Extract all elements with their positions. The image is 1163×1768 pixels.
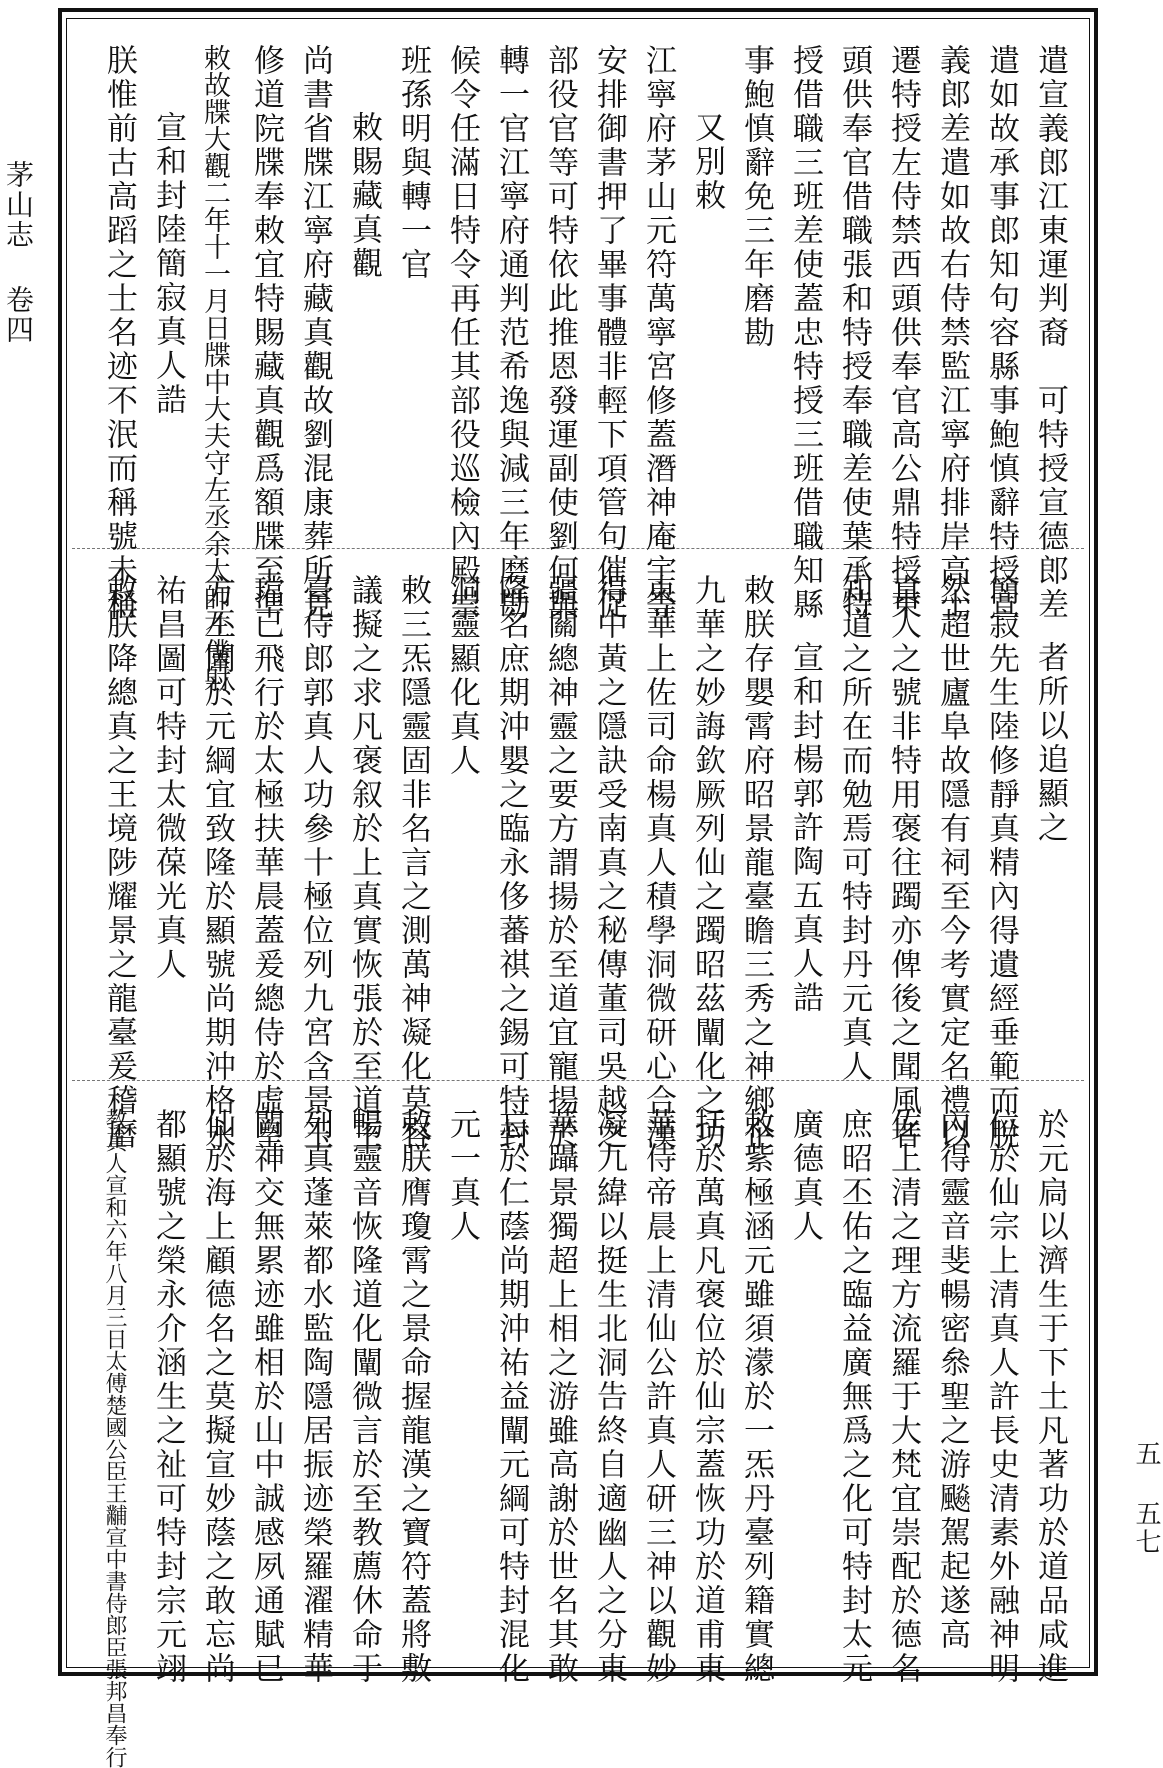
- text-column: 元一真人: [444, 1108, 480, 1244]
- text-column: 疆關總神靈之要方謂揚於至道宜寵揚於: [542, 574, 578, 1152]
- text-column: 教真人宣和六年八月三日太傅楚國公臣王黼宣中書侍郎臣張邦昌奉行: [102, 1108, 127, 1768]
- text-column: 內得靈音斐暢密叅聖之游飈駕起遂高: [934, 1108, 970, 1652]
- text-column: 江寧府茅山元符萬寧宮修蓋潛神庵宇等: [640, 44, 676, 622]
- text-column: 宣和封楊郭許陶五真人誥: [787, 641, 823, 1015]
- text-column: 修道院牒奉敕宜特賜藏真觀爲額牒至準: [248, 44, 284, 622]
- text-column: 然超世廬阜故隱有祠至今考實定名禮以: [934, 574, 970, 1152]
- text-column: 尚書省牒江寧府藏真觀故劉混康葬所見: [297, 44, 333, 622]
- text-column: 候令任滿日特令再任其部役巡檢內殿崇: [444, 44, 480, 622]
- text-column: 都顯號之榮永介涵生之祉可特封宗元翊: [150, 1108, 186, 1686]
- page-number: 五 五七: [1131, 1440, 1161, 1556]
- text-column: 真人之號非特用褒往躅亦俾後之聞風者: [885, 574, 921, 1152]
- text-column: 者所以追顯之: [1032, 641, 1068, 845]
- text-column: 部役官等可特依此推恩發運副使劉何與: [542, 44, 578, 622]
- text-column: 仙於海上顧德名之莫擬宣妙蔭之敢忘尚: [199, 1108, 235, 1686]
- text-column: 臺侍郎郭真人功參十極位列九宮含景玉: [297, 574, 333, 1152]
- text-column: 敕朕膺瓊霄之景命握龍漢之寶符蓋將敷: [395, 1108, 431, 1686]
- text-column: 凝九緯以挺生北洞告終自適幽人之分東: [591, 1108, 627, 1686]
- text-column: 列真蓬萊都水監陶隱居振迹榮羅濯精華: [297, 1108, 333, 1686]
- text-column: 敕三炁隱靈固非名言之測萬神凝化莫容: [395, 574, 431, 1152]
- text-column: 方丕闡於元綱宜致隆於顯號尚期沖格永: [199, 574, 235, 1152]
- text-column: 括於萬真凡褒位於仙宗蓋恢功於道甫東: [689, 1108, 725, 1686]
- text-column: 敕朕降總真之王境陟耀景之龍臺爰稽曆: [101, 574, 137, 1152]
- text-block-3: [66, 1100, 1090, 1768]
- text-column: 隆名庶期沖嬰之臨永侈蕃祺之錫可特封: [493, 574, 529, 1152]
- text-column: 義郎差遣如故右侍禁監江寧府排岸高士: [934, 44, 970, 622]
- text-column: 朕惟前古高蹈之士名迹不泯而稱號未稱: [101, 44, 137, 622]
- text-column: 遷特授左侍禁西頭供奉官高公鼎特授東: [885, 44, 921, 622]
- text-column: 於元扃以濟生于下土凡著功於道品咸進: [1032, 1108, 1068, 1686]
- text-column: 九華之妙誨欽厥列仙之躅昭茲闡化之功: [689, 574, 725, 1152]
- text-column: 安排御書押了畢事體非輕下項管句催促: [591, 44, 627, 622]
- text-column: 遣如故承事郎知句容縣事鮑慎辭特授宣: [983, 44, 1019, 622]
- text-column: 議擬之求凡褒叙於上真實恢張於至道王: [346, 574, 382, 1152]
- text-column: 得中黃之隱訣受南真之秘傳董司吳越之: [591, 574, 627, 1152]
- text-column: 暢靈音恢隆道化闡微言於至教薦休命于: [346, 1108, 382, 1686]
- text-column: 敕朕存嬰霄府昭景龍臺瞻三秀之神鄉企: [738, 574, 774, 1152]
- text-column: 頭供奉官借職張和特授奉職差使葉承特: [836, 44, 872, 622]
- text-column: 班孫明與轉一官: [395, 44, 431, 282]
- margin-title: 茅山志 卷四: [2, 160, 35, 345]
- text-column: 知道之所在而勉焉可特封丹元真人: [836, 574, 872, 1084]
- text-column: 遣宣義郎江東運判裔 可特授宣德郎差: [1032, 44, 1068, 622]
- text-column: 簡寂先生陸修靜真精內得遺經垂範而脫: [983, 574, 1019, 1152]
- text-column: 祐昌圖可特封太微葆光真人: [150, 574, 186, 982]
- text-block-2: [66, 566, 1090, 1152]
- text-column: 廣德真人: [787, 1108, 823, 1244]
- text-column: 事鮑慎辭免三年磨勘: [738, 44, 774, 350]
- text-column: 敕紫極涵元雖須濛於一炁丹臺列籍實總: [738, 1108, 774, 1686]
- text-column: 敕故牒大觀二年十一月日牒中大夫守左丞余太師左僕射: [199, 44, 230, 692]
- text-column: 闕神交無累迹雖相於山中誠感夙通賦已: [248, 1108, 284, 1686]
- text-column: 華侍帝晨上清仙公許真人研三神以觀妙: [640, 1108, 676, 1686]
- text-column: 華躡景獨超上相之游雖高謝於世名其敢: [542, 1108, 578, 1686]
- text-column: 璫已飛行於太極扶華晨蓋爰總侍於虛皇: [248, 574, 284, 1152]
- text-column: 忘於仁蔭尚期沖祐益闡元綱可特封混化: [493, 1108, 529, 1686]
- text-column: 敕賜藏真觀: [346, 111, 382, 281]
- text-column: 東華上佐司命楊真人積學洞微研心合漢: [640, 574, 676, 1152]
- text-column: 授借職三班差使蓋忠特授三班借職知縣: [787, 44, 823, 622]
- text-column: 佐上清之理方流羅于大梵宜崇配於德名: [885, 1108, 921, 1686]
- text-column: 轉一官江寧府通判范希逸與減三年磨勘: [493, 44, 529, 622]
- text-column: 位於仙宗上清真人許長史清素外融神明: [983, 1108, 1019, 1686]
- text-column: 又別敕: [689, 111, 725, 213]
- text-column: 宣和封陸簡寂真人誥: [150, 111, 186, 417]
- text-column: 庶昭丕佑之臨益廣無爲之化可特封太元: [836, 1108, 872, 1686]
- text-column: 洞靈顯化真人: [444, 574, 480, 778]
